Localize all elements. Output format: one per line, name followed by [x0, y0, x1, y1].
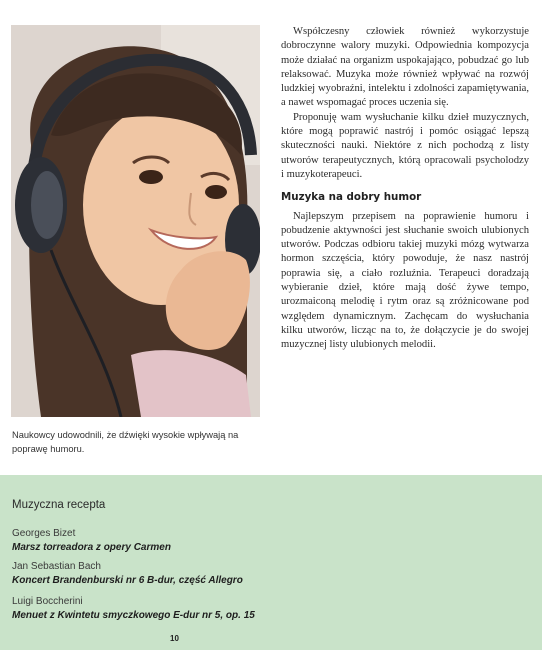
recipe-item [12, 527, 171, 555]
photo-illustration [11, 25, 260, 417]
composer-name: Georges Bizet [12, 528, 76, 539]
page-number: 10 [170, 634, 179, 643]
recipe-item [12, 560, 243, 588]
paragraph-2: Proponuję wam wysłuchanie kilku dzieł muzycznych, które mogą poprawić nastrój i pomóc osiągać lepszą skuteczności nauki. Niektóre z nich pochodzą z listy utworów terapeutycznych, którą opracowali psycholodzy i muzykoterapeuci. [281, 111, 529, 180]
paragraph-1: Współczesny człowiek również wykorzystuje dobroczynne walory muzyki. Odpowiednia kompozycja może działać na organizm uspokajająco, pobudzać go lub relaksować. Muzyka może również wpływać na rozwój ludzkiej wyobraźni, intelektu i zdolności zapamiętywania, a nawet wspomagać proces uczenia się. [281, 26, 529, 109]
composer-name: Jan Sebastian Bach [12, 561, 101, 572]
photo-caption: Naukowcy udowodnili, że dźwięki wysokie wpływają na poprawę humoru. [12, 430, 239, 454]
work-title: Marsz torreadora z opery Carmen [12, 542, 171, 553]
paragraph-3: Najlepszym przepisem na poprawienie humoru i pobudzenie aktywności jest słuchanie swoich ulubionych utworów. Podczas odbioru takiej muzyki mózg wytwarza hormon szczęścia, który powoduje, że nasz nastrój poprawia się, a ciało rozluźnia. Terapeuci doradzają wybieranie dzieł, które mają dość żywe tempo, urozmaiconą melodię i rytm oraz są zróżnicowane pod względem dynamicznym. Zachęcam do wysłuchania kilku utworów, licząc na to, że dołączycie je do swojej muzycznej listy ulubionych melodii. [281, 210, 529, 351]
girl-with-headphones-photo [11, 25, 260, 417]
recipe-item [12, 595, 255, 623]
composer-name: Luigi Boccherini [12, 596, 83, 607]
work-title: Koncert Brandenburski nr 6 B-dur, część Allegro [12, 575, 243, 586]
section-heading: Muzyka na dobry humor [281, 191, 422, 204]
work-title: Menuet z Kwintetu smyczkowego E-dur nr 5, op. 15 [12, 610, 255, 621]
article-text [281, 25, 529, 353]
recipe-title: Muzyczna recepta [12, 499, 106, 511]
music-recipe-panel [0, 475, 542, 650]
